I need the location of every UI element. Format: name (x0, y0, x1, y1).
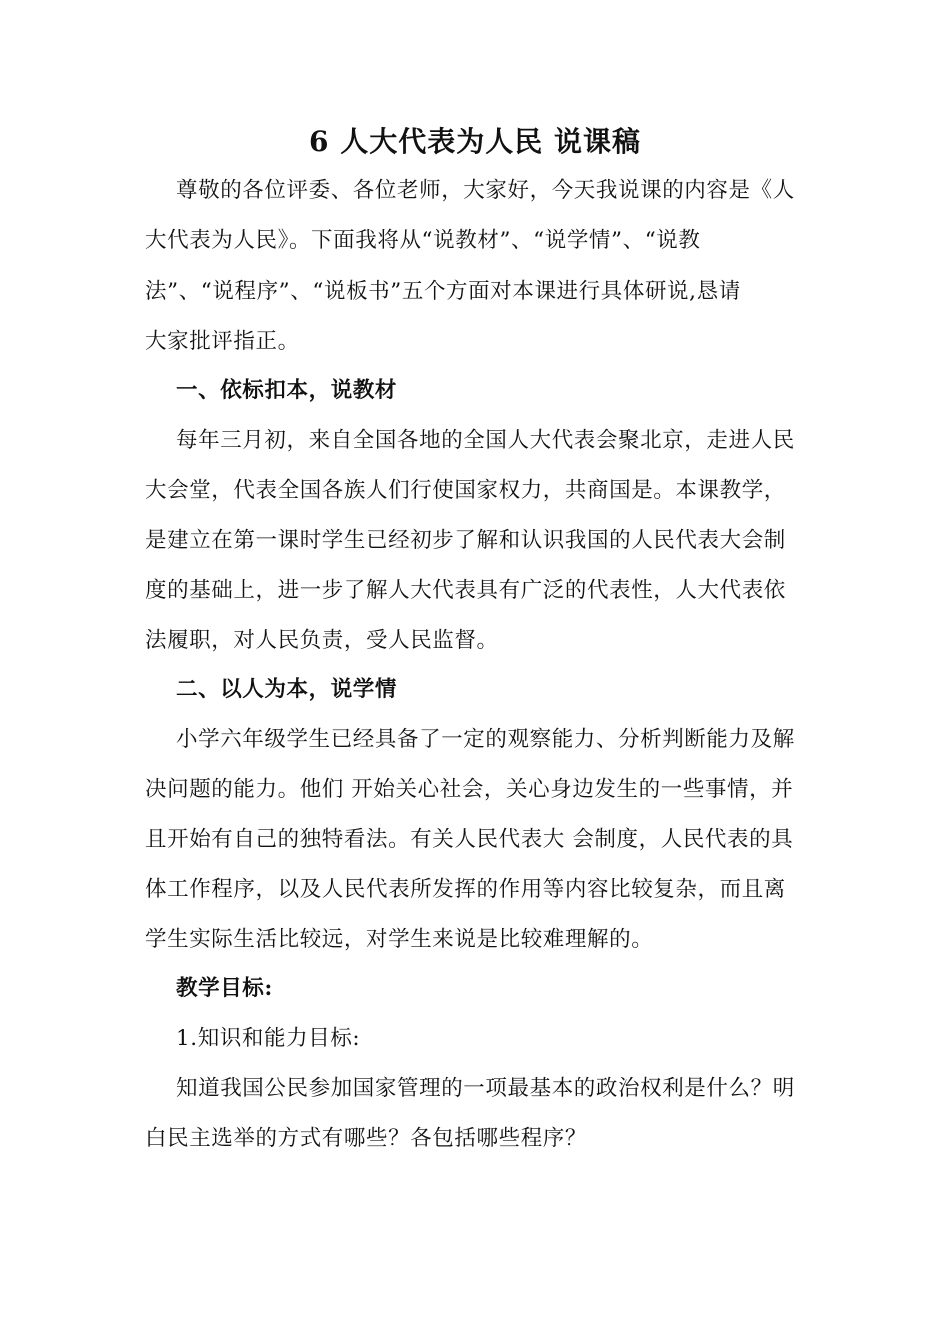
section1-line-5: 法履职，对人民负责，受人民监督。 (145, 628, 499, 653)
intro-line-1: 尊敬的各位评委、各位老师，大家好，今天我说课的内容是《人 (176, 178, 795, 203)
section2-line-1: 小学六年级学生已经具备了一定的观察能力、分析判断能力及解 (176, 727, 795, 752)
section1-line-3: 是建立在第一课时学生已经初步了解和认识我国的人民代表大会制 (145, 528, 786, 553)
section1-line-4: 度的基础上，进一步了解人大代表具有广泛的代表性，人大代表依 (145, 578, 786, 603)
intro-line-3: 法”、“说程序”、“说板书”五个方面对本课进行具体研说,恳请 (145, 279, 741, 304)
section2-line-5: 学生实际生活比较远，对学生来说是比较难理解的。 (145, 927, 654, 952)
section1-line-1: 每年三月初，来自全国各地的全国人大代表会聚北京，走进人民 (176, 428, 795, 453)
goals-heading: 教学目标: (176, 976, 273, 1001)
section2-heading: 二、以人为本，说学情 (176, 677, 398, 702)
goal1-line-2: 白民主选举的方式有哪些？各包括哪些程序？ (145, 1126, 588, 1151)
section1-heading: 一、依标扣本，说教材 (176, 378, 398, 403)
section2-line-4: 体工作程序，以及人民代表所发挥的作用等内容比较复杂，而且离 (145, 877, 786, 902)
section1-line-2: 大会堂，代表全国各族人们行使国家权力，共商国是。本课教学， (145, 478, 786, 503)
intro-line-2: 大代表为人民》。下面我将从“说教材”、“说学情”、“说教 (145, 228, 701, 253)
intro-line-4: 大家批评指正。 (145, 329, 300, 354)
goal1-heading: 1.知识和能力目标: (176, 1026, 361, 1051)
section2-line-2: 决问题的能力。他们 开始关心社会，关心身边发生的一些事情，并 (145, 777, 794, 802)
section2-line-3: 且开始有自己的独特看法。有关人民代表大 会制度，人民代表的具 (145, 827, 794, 852)
goal1-line-1: 知道我国公民参加国家管理的一项最基本的政治权利是什么？明 (176, 1076, 795, 1101)
document-title: 6 人大代表为人民 说课稿 (309, 125, 641, 158)
